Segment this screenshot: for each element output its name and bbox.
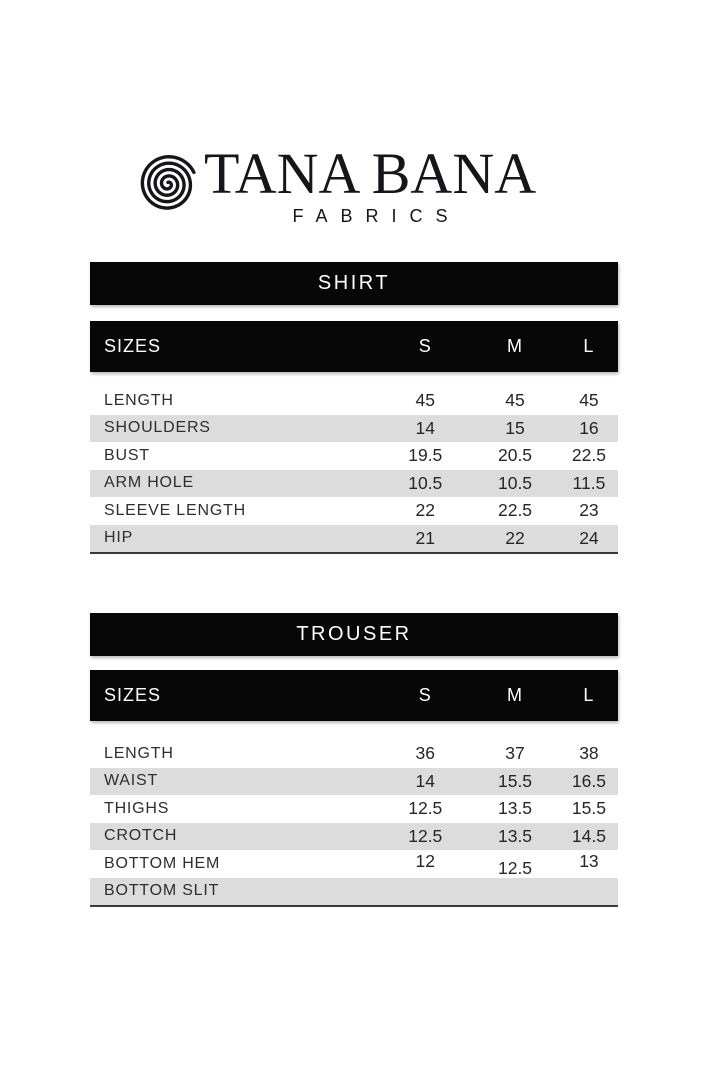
row-value-s: 14: [415, 417, 435, 438]
row-value-s: 21: [415, 527, 435, 548]
row-value-l: 23: [579, 500, 599, 521]
row-value-l: 14.5: [571, 825, 606, 846]
shirt-col-m: M: [507, 336, 524, 356]
row-value-m: 37: [505, 743, 525, 764]
row-value-s: 14: [415, 770, 435, 791]
row-value-m: 13.5: [497, 825, 533, 846]
row-label: LENGTH: [104, 391, 174, 409]
trouser-measurements-table: [90, 740, 618, 907]
row-label: CROTCH: [104, 827, 178, 845]
table-row: [90, 442, 618, 470]
table-row: [90, 823, 618, 851]
row-value-l: 24: [579, 527, 599, 548]
table-row: [90, 497, 618, 525]
row-value-s: 10.5: [408, 472, 443, 493]
row-value-m: 12.5: [497, 858, 533, 879]
trouser-col-s: S: [418, 685, 432, 705]
shirt-sizes-header: [90, 321, 618, 372]
row-value-m: 13.5: [497, 798, 533, 819]
trouser-col-m: M: [507, 685, 524, 705]
shirt-col-s: S: [418, 336, 432, 356]
row-label: WAIST: [104, 772, 159, 790]
row-label: BUST: [104, 446, 150, 464]
row-value-s: 12.5: [408, 825, 443, 846]
shirt-measurements-table: [90, 387, 618, 554]
table-row: [90, 878, 618, 906]
shirt-col-l: L: [583, 336, 595, 356]
row-value-s: 12.5: [408, 798, 443, 819]
row-value-l: 16: [579, 417, 599, 438]
shirt-section-title: SHIRT: [90, 262, 618, 305]
brand-logo: [136, 0, 618, 226]
row-value-l: 38: [579, 743, 599, 764]
row-value-l: 45: [579, 390, 599, 411]
row-value-m: 15.5: [497, 770, 533, 791]
table-row: [90, 387, 618, 415]
spiral-icon: [136, 152, 200, 216]
row-label: SLEEVE LENGTH: [104, 501, 247, 519]
brand-name: TANA BANA: [204, 141, 537, 206]
row-value-l: 15.5: [571, 798, 606, 819]
trouser-sizes-label: SIZES: [104, 685, 162, 705]
table-row: [90, 850, 618, 878]
table-row: [90, 740, 618, 768]
row-label: BOTTOM HEM: [104, 854, 221, 872]
row-value-m: 22: [505, 527, 525, 548]
row-label: THIGHS: [104, 799, 170, 817]
table-row: [90, 415, 618, 443]
row-value-s: 19.5: [408, 445, 443, 466]
row-value-l: 22.5: [571, 445, 606, 466]
row-value-l: 16.5: [571, 770, 606, 791]
row-value-m: 15: [505, 417, 525, 438]
row-value-m: 22.5: [497, 500, 533, 521]
trouser-sizes-header: [90, 670, 618, 721]
row-label: BOTTOM SLIT: [104, 882, 220, 900]
trouser-col-l: L: [583, 685, 595, 705]
row-value-m: 10.5: [497, 472, 533, 493]
row-label: HIP: [104, 529, 134, 547]
brand-text: [204, 141, 537, 227]
row-label: LENGTH: [104, 744, 174, 762]
table-row: [90, 795, 618, 823]
trouser-section-title: TROUSER: [90, 613, 618, 656]
brand-subtitle: FABRICS: [292, 206, 461, 226]
row-value-s: 36: [415, 743, 435, 764]
row-label: SHOULDERS: [104, 419, 211, 437]
shirt-sizes-label: SIZES: [104, 336, 162, 356]
row-value-m: 20.5: [497, 445, 533, 466]
row-value-m: 45: [505, 390, 525, 411]
row-value-s: 22: [415, 500, 435, 521]
row-value-l: 13: [579, 851, 599, 872]
table-row: [90, 470, 618, 498]
table-row: [90, 768, 618, 796]
row-value-s: 12: [415, 851, 435, 872]
row-value-l: 11.5: [572, 472, 606, 493]
table-row: [90, 525, 618, 553]
row-label: ARM HOLE: [104, 474, 194, 492]
row-value-s: 45: [415, 390, 435, 411]
